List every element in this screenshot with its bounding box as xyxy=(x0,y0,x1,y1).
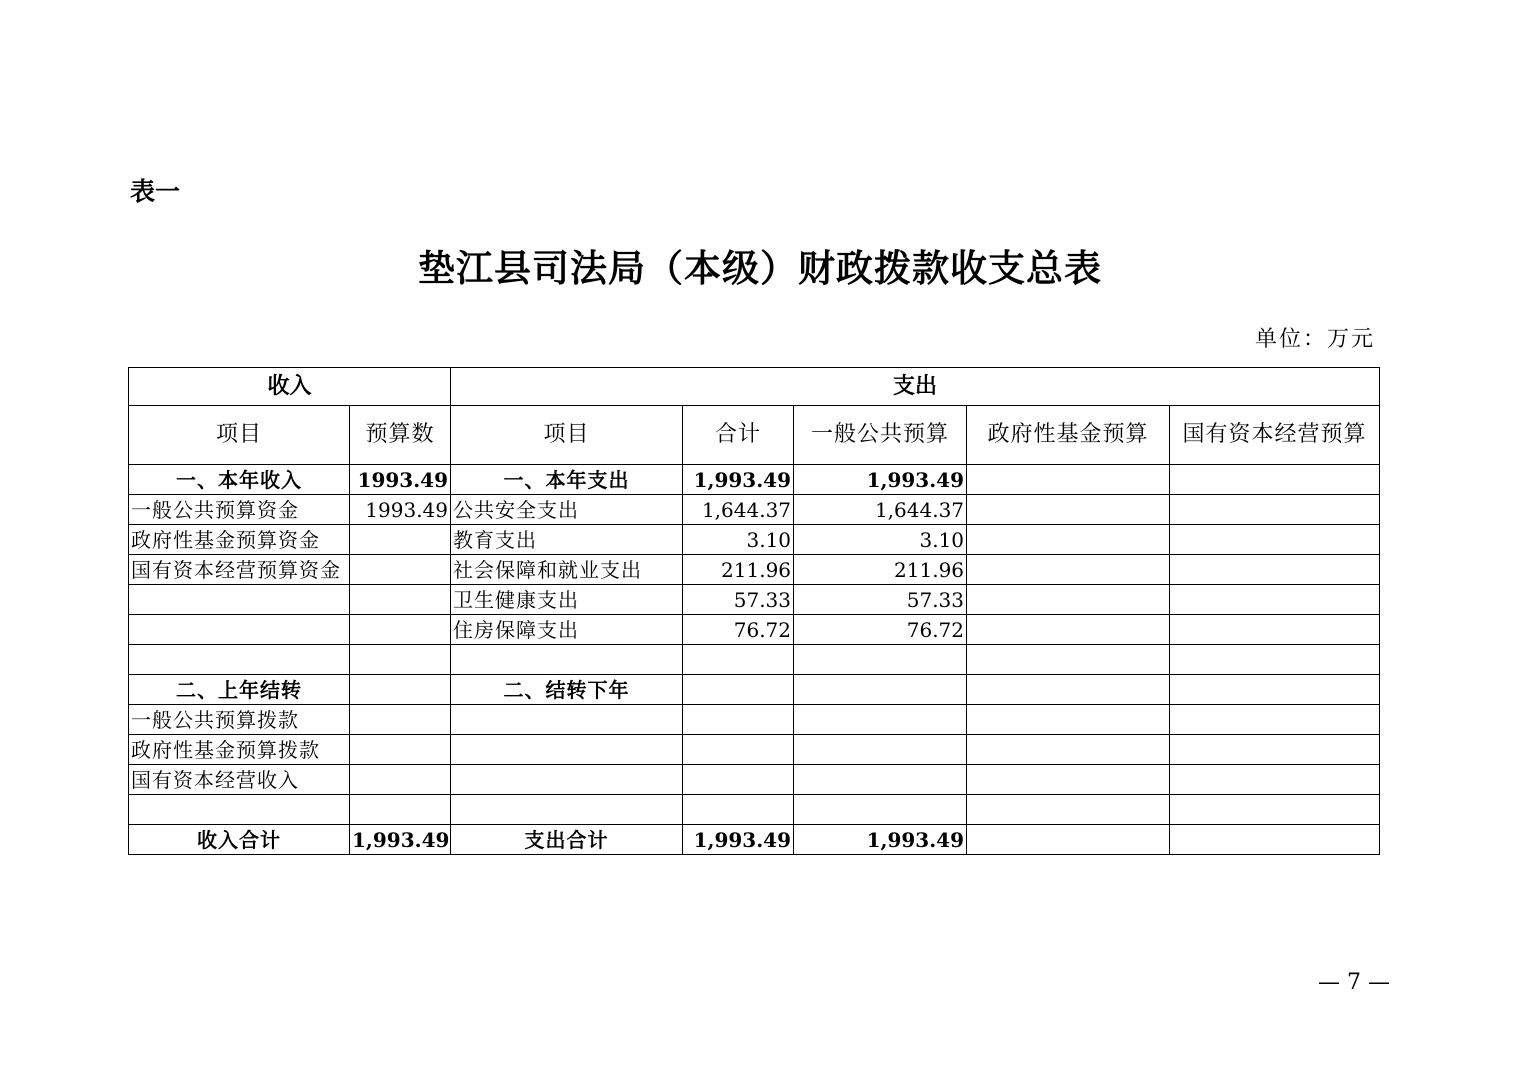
expense-item-cell xyxy=(451,795,683,825)
table-row xyxy=(129,615,1380,645)
general-budget-cell xyxy=(794,675,967,705)
unit-label: 单位：万元 xyxy=(1254,327,1375,352)
expense-item-cell: 二、结转下年 xyxy=(451,675,683,705)
income-item-cell: 国有资本经营收入 xyxy=(129,765,350,795)
general-budget-cell xyxy=(794,705,967,735)
general-budget-cell: 211.96 xyxy=(794,555,967,585)
column-header: 政府性基金预算 xyxy=(967,406,1170,465)
expense-item-cell xyxy=(451,705,683,735)
section-row xyxy=(129,465,1380,495)
income-amount-cell xyxy=(350,585,451,615)
group-header-row xyxy=(129,368,1380,406)
table-row xyxy=(129,765,1380,795)
total-cell xyxy=(683,645,794,675)
fund-budget-cell xyxy=(967,645,1170,675)
capital-budget-cell xyxy=(1170,675,1380,705)
fund-budget-cell xyxy=(967,555,1170,585)
income-group-header: 收入 xyxy=(129,368,451,406)
income-amount-cell: 1993.49 xyxy=(350,465,451,495)
fund-budget-cell xyxy=(967,825,1170,855)
income-amount-cell xyxy=(350,765,451,795)
column-header: 项目 xyxy=(451,406,683,465)
capital-budget-cell xyxy=(1170,705,1380,735)
total-cell xyxy=(683,795,794,825)
income-amount-cell xyxy=(350,615,451,645)
income-amount-cell xyxy=(350,525,451,555)
table-row xyxy=(129,735,1380,765)
capital-budget-cell xyxy=(1170,825,1380,855)
expense-group-header: 支出 xyxy=(451,368,1380,406)
total-cell xyxy=(683,765,794,795)
column-header: 国有资本经营预算 xyxy=(1170,406,1380,465)
income-amount-cell xyxy=(350,645,451,675)
table-row xyxy=(129,795,1380,825)
general-budget-cell: 3.10 xyxy=(794,525,967,555)
capital-budget-cell xyxy=(1170,765,1380,795)
total-cell xyxy=(683,735,794,765)
document-title: 垫江县司法局（本级）财政拨款收支总表 xyxy=(418,247,1102,290)
column-header: 合计 xyxy=(683,406,794,465)
table-row xyxy=(129,555,1380,585)
expense-item-cell: 一、本年支出 xyxy=(451,465,683,495)
column-header-row xyxy=(129,406,1380,465)
total-cell xyxy=(683,705,794,735)
fund-budget-cell xyxy=(967,675,1170,705)
expense-item-cell: 社会保障和就业支出 xyxy=(451,555,683,585)
fund-budget-cell xyxy=(967,795,1170,825)
income-amount-cell xyxy=(350,705,451,735)
income-item-cell: 一、本年收入 xyxy=(129,465,350,495)
income-item-cell: 二、上年结转 xyxy=(129,675,350,705)
table-row xyxy=(129,705,1380,735)
income-item-cell: 一般公共预算拨款 xyxy=(129,705,350,735)
general-budget-cell: 57.33 xyxy=(794,585,967,615)
table-label: 表一 xyxy=(130,177,181,206)
expense-item-cell xyxy=(451,645,683,675)
capital-budget-cell xyxy=(1170,645,1380,675)
capital-budget-cell xyxy=(1170,735,1380,765)
expense-item-cell: 住房保障支出 xyxy=(451,615,683,645)
income-item-cell: 政府性基金预算资金 xyxy=(129,525,350,555)
income-amount-cell: 1993.49 xyxy=(350,495,451,525)
section-row xyxy=(129,825,1380,855)
total-cell: 3.10 xyxy=(683,525,794,555)
table-body xyxy=(129,368,1380,855)
total-cell: 57.33 xyxy=(683,585,794,615)
income-item-cell: 收入合计 xyxy=(129,825,350,855)
capital-budget-cell xyxy=(1170,495,1380,525)
income-item-cell xyxy=(129,585,350,615)
capital-budget-cell xyxy=(1170,615,1380,645)
fund-budget-cell xyxy=(967,525,1170,555)
expense-item-cell: 教育支出 xyxy=(451,525,683,555)
capital-budget-cell xyxy=(1170,525,1380,555)
capital-budget-cell xyxy=(1170,555,1380,585)
income-item-cell: 政府性基金预算拨款 xyxy=(129,735,350,765)
general-budget-cell: 1,644.37 xyxy=(794,495,967,525)
budget-table xyxy=(128,367,1380,855)
fund-budget-cell xyxy=(967,465,1170,495)
general-budget-cell: 76.72 xyxy=(794,615,967,645)
table-row xyxy=(129,645,1380,675)
total-cell xyxy=(683,675,794,705)
income-item-cell: 一般公共预算资金 xyxy=(129,495,350,525)
column-header: 项目 xyxy=(129,406,350,465)
expense-item-cell: 卫生健康支出 xyxy=(451,585,683,615)
fund-budget-cell xyxy=(967,615,1170,645)
general-budget-cell: 1,993.49 xyxy=(794,465,967,495)
income-item-cell xyxy=(129,615,350,645)
fund-budget-cell xyxy=(967,735,1170,765)
income-item-cell xyxy=(129,645,350,675)
income-amount-cell: 1,993.49 xyxy=(350,825,451,855)
general-budget-cell xyxy=(794,735,967,765)
general-budget-cell: 1,993.49 xyxy=(794,825,967,855)
expense-item-cell xyxy=(451,765,683,795)
expense-item-cell xyxy=(451,735,683,765)
general-budget-cell xyxy=(794,795,967,825)
fund-budget-cell xyxy=(967,765,1170,795)
general-budget-cell xyxy=(794,645,967,675)
capital-budget-cell xyxy=(1170,795,1380,825)
section-row xyxy=(129,675,1380,705)
expense-item-cell: 支出合计 xyxy=(451,825,683,855)
expense-item-cell: 公共安全支出 xyxy=(451,495,683,525)
capital-budget-cell xyxy=(1170,585,1380,615)
income-item-cell xyxy=(129,795,350,825)
income-amount-cell xyxy=(350,735,451,765)
table-row xyxy=(129,525,1380,555)
income-amount-cell xyxy=(350,675,451,705)
income-amount-cell xyxy=(350,795,451,825)
column-header: 一般公共预算 xyxy=(794,406,967,465)
page-number: — 7 — xyxy=(1318,970,1390,995)
total-cell: 1,993.49 xyxy=(683,825,794,855)
table-row xyxy=(129,495,1380,525)
total-cell: 76.72 xyxy=(683,615,794,645)
total-cell: 211.96 xyxy=(683,555,794,585)
fund-budget-cell xyxy=(967,495,1170,525)
fund-budget-cell xyxy=(967,705,1170,735)
column-header: 预算数 xyxy=(350,406,451,465)
income-amount-cell xyxy=(350,555,451,585)
income-item-cell: 国有资本经营预算资金 xyxy=(129,555,350,585)
general-budget-cell xyxy=(794,765,967,795)
capital-budget-cell xyxy=(1170,465,1380,495)
total-cell: 1,993.49 xyxy=(683,465,794,495)
total-cell: 1,644.37 xyxy=(683,495,794,525)
fund-budget-cell xyxy=(967,585,1170,615)
table-row xyxy=(129,585,1380,615)
